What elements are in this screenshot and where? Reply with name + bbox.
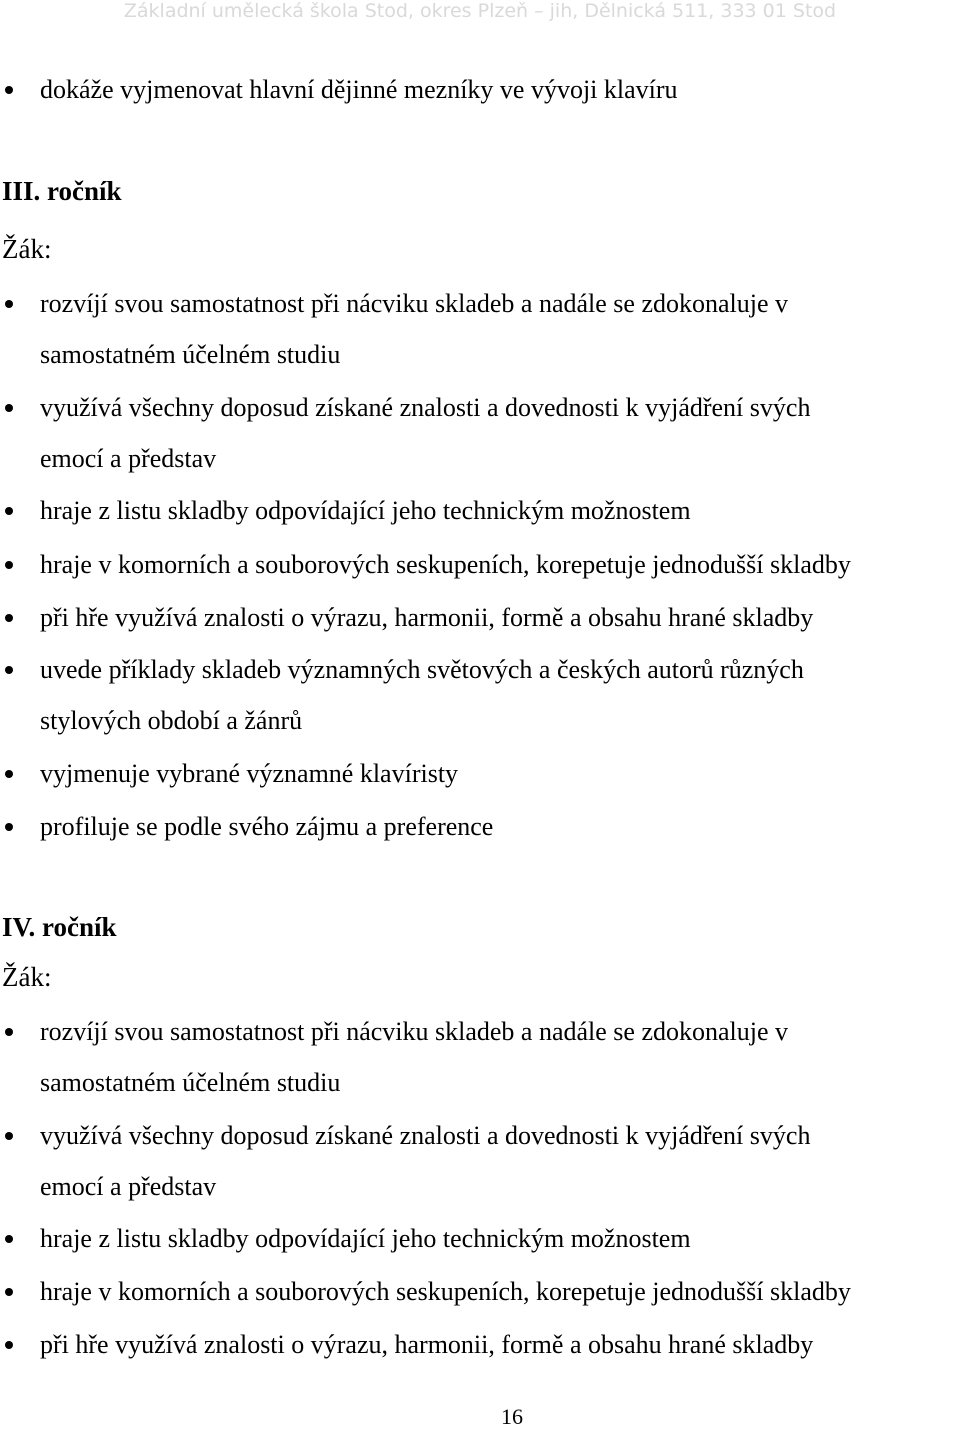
- section-4-subtitle: Žák:: [2, 962, 52, 992]
- bullet-icon: [5, 561, 13, 569]
- list-item-line: vyjmenuje vybrané významné klavíristy: [40, 759, 459, 788]
- bullet-icon: [5, 404, 13, 412]
- list-item-line: hraje z listu skladby odpovídající jeho technickým možnostem: [40, 1224, 691, 1253]
- bullet-icon: [5, 1028, 13, 1036]
- list-item-line: hraje v komorních a souborových seskupeních, korepetuje jednodušší skladby: [40, 1277, 851, 1306]
- list-item-line: rozvíjí svou samostatnost při nácviku skladeb a nadále se zdokonaluje v: [40, 1017, 789, 1046]
- bullet-icon: [5, 614, 13, 622]
- bullet-icon: [5, 1341, 13, 1349]
- section-4-title: IV. ročník: [2, 912, 117, 942]
- bullet-icon: [5, 770, 13, 778]
- list-item-line: využívá všechny doposud získané znalosti a dovednosti k vyjádření svých: [40, 1121, 811, 1150]
- page-header: Základní umělecká škola Stod, okres Plzeň – jih, Dělnická 511, 333 01 Stod: [123, 0, 837, 22]
- bullet-icon: [5, 1235, 13, 1243]
- list-item-line: samostatném účelném studiu: [40, 340, 341, 369]
- list-item-line: profiluje se podle svého zájmu a preference: [40, 812, 494, 841]
- list-item-line: stylových období a žánrů: [40, 706, 303, 735]
- list-item-line: při hře využívá znalosti o výrazu, harmonii, formě a obsahu hrané skladby: [40, 1330, 814, 1359]
- list-item-line: využívá všechny doposud získané znalosti a dovednosti k vyjádření svých: [40, 393, 811, 422]
- list-item-line: hraje z listu skladby odpovídající jeho technickým možnostem: [40, 496, 691, 525]
- list-item-line: samostatném účelném studiu: [40, 1068, 341, 1097]
- list-item-line: při hře využívá znalosti o výrazu, harmonii, formě a obsahu hrané skladby: [40, 603, 814, 632]
- bullet-icon: [5, 507, 13, 515]
- list-item-line: uvede příklady skladeb významných světových a českých autorů různých: [40, 655, 804, 684]
- bullet-icon: [5, 1132, 13, 1140]
- list-item-line: emocí a představ: [40, 1172, 217, 1201]
- bullet-icon: [5, 1288, 13, 1296]
- intro-item: dokáže vyjmenovat hlavní dějinné mezníky ve vývoji klavíru: [40, 75, 678, 104]
- section-3-subtitle: Žák:: [2, 234, 52, 264]
- bullet-icon: [5, 823, 13, 831]
- list-item-line: hraje v komorních a souborových seskupeních, korepetuje jednodušší skladby: [40, 550, 851, 579]
- bullet-icon: [5, 666, 13, 674]
- list-item-line: rozvíjí svou samostatnost při nácviku skladeb a nadále se zdokonaluje v: [40, 289, 789, 318]
- bullet-icon: [5, 300, 13, 308]
- section-3-title: III. ročník: [2, 176, 122, 206]
- page-number: 16: [501, 1404, 523, 1429]
- list-item-line: emocí a představ: [40, 444, 217, 473]
- bullet-icon: [5, 86, 13, 94]
